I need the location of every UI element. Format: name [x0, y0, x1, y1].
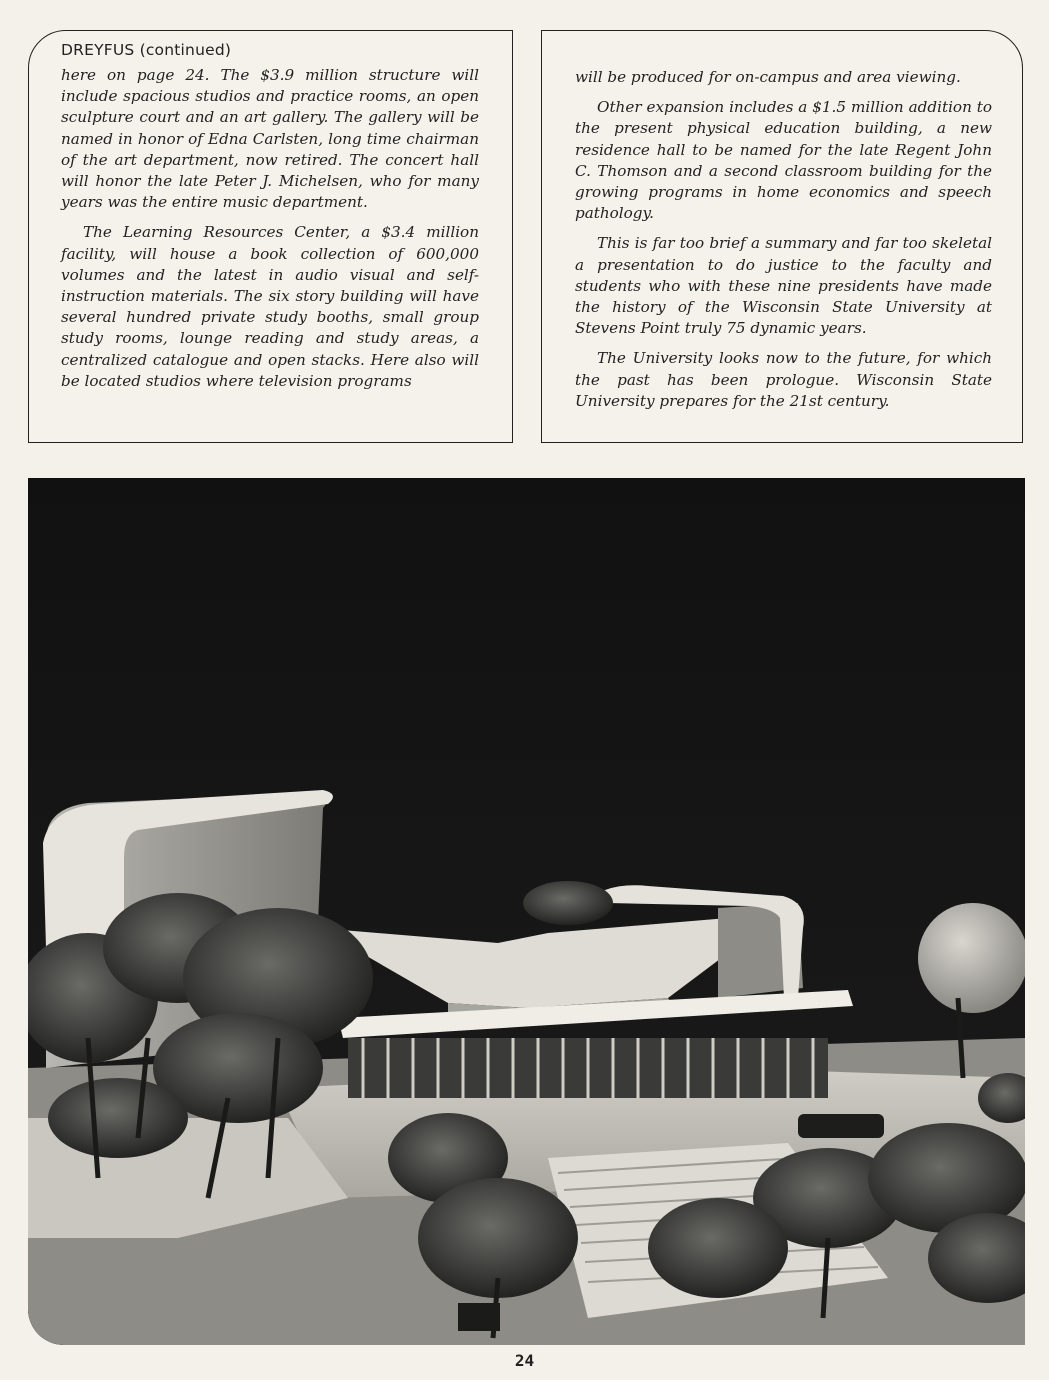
- paragraph: The Learning Resources Center, a $3.4 million facility, will house a book collection of 600,000 volumes and the latest in audio visual and self-instruction materials. The six story building will have several hundred private study booths, small group study rooms, lounge reading and study areas, a centralized catalogue and open stacks. Here also will be located studios where television programs: [61, 223, 479, 390]
- paragraph: will be produced for on-campus and area viewing.: [575, 68, 961, 86]
- paragraph: Other expansion includes a $1.5 million addition to the present physical education building, a new residence hall to be named for the late Regent John C. Thomson and a second classroom building for the growing programs in home economics and speech pathology.: [575, 98, 992, 223]
- foreground-block: [458, 1303, 500, 1331]
- paragraph: here on page 24. The $3.9 million structure will include spacious studios and practice rooms, an open sculpture court and an art gallery. The gallery will be named in honor of Edna Carlsten, long time chairman of the art department, now retired. The concert hall will honor the late Peter J. Michelsen, who for many years was the entire music department.: [61, 66, 479, 212]
- section-heading: DREYFUS (continued): [61, 41, 232, 59]
- page-number: 24: [514, 1351, 535, 1370]
- paragraph: This is far too brief a summary and far too skeletal a presentation to do justice to the faculty and students who with these nine presidents have made the history of the Wisconsin State University at Stevens Point truly 75 dynamic years.: [575, 234, 992, 338]
- article-column-left: [28, 30, 513, 443]
- model-car: [798, 1114, 884, 1138]
- architectural-model-photo: [28, 478, 1025, 1345]
- article-column-right: [541, 30, 1023, 443]
- paragraph: The University looks now to the future, for which the past has been prologue. Wisconsin State University prepares for the 21st century.: [575, 349, 992, 410]
